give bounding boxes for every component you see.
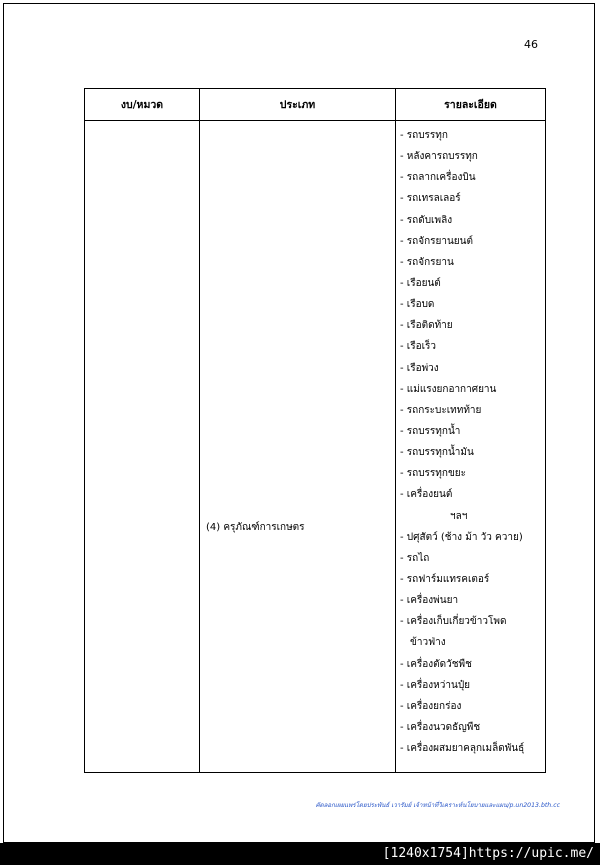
page-number: 46 <box>524 38 538 51</box>
watermark-text: [1240x1754]https://upic.me/ <box>382 846 594 861</box>
list-item: - เครื่องหว่านปุ๋ย <box>400 679 471 691</box>
list-item: - เรือพ่วง <box>400 362 439 374</box>
list-item: - เครื่องยกร่อง <box>400 700 462 712</box>
list-item: - รถบรรทุกน้ำมัน <box>400 447 474 459</box>
list-item: - รถไถ <box>400 552 430 564</box>
list-item: - รถลากเครื่องบิน <box>400 172 476 184</box>
footer-credit: คัดลอกเผยแพร่โดยประพันธ์ เวารัมย์ เจ้าหน้าที่วิเคราะห์นโยบายและแผน/p.un2013.bth.cc <box>315 802 560 809</box>
list-item: - แม่แรงยกอากาศยาน <box>400 383 497 395</box>
list-item: - รถกระบะเททท้าย <box>400 404 482 416</box>
header-details: รายละเอียด <box>396 89 546 121</box>
budget-category-cell <box>85 121 200 773</box>
list-item: - ปศุสัตว์ (ช้าง ม้า วัว ควาย) <box>400 531 523 543</box>
header-budget-category: งบ/หมวด <box>85 89 200 121</box>
list-item: - หลังคารถบรรทุก <box>400 151 478 163</box>
list-item: - รถดับเพลิง <box>400 214 453 226</box>
list-item: - เครื่องพ่นยา <box>400 595 459 607</box>
list-item: - เรือยนต์ <box>400 277 441 289</box>
list-item: - เครื่องยนต์ <box>400 489 453 501</box>
etc-marker: ฯลฯ <box>450 510 468 522</box>
list-item: - รถจักรยานยนต์ <box>400 235 473 247</box>
list-item: - รถบรรทุก <box>400 130 448 141</box>
header-type: ประเภท <box>200 89 396 121</box>
list-item: - เครื่องตัดวัชพืช <box>400 658 472 670</box>
list-item: - รถบรรทุกขยะ <box>400 468 467 480</box>
budget-category-table <box>84 88 546 773</box>
list-item: - เครื่องนวดธัญพืช <box>400 721 481 733</box>
watermark-bar <box>0 843 600 865</box>
table-header-row <box>85 89 546 121</box>
list-item: - เครื่องผสมยาคลุกเมล็ดพันธุ์ <box>400 743 525 755</box>
type-cell <box>200 121 396 773</box>
details-list <box>396 121 545 759</box>
list-item: - รถฟาร์มแทรคเตอร์ <box>400 573 490 585</box>
list-item: - รถบรรทุกน้ำ <box>400 425 461 437</box>
list-item: - รถเทรลเลอร์ <box>400 193 461 205</box>
table-row <box>85 121 546 773</box>
list-item-continuation: ข้าวฟ่าง <box>410 637 446 649</box>
list-item: - เรือเร็ว <box>400 341 436 353</box>
list-item: - เรือบด <box>400 299 435 311</box>
list-item: - รถจักรยาน <box>400 256 454 268</box>
category-label: (4) ครุภัณฑ์การเกษตร <box>206 522 305 533</box>
details-cell <box>396 121 546 773</box>
list-item: - เรือติดท้าย <box>400 320 453 332</box>
list-item: - เครื่องเก็บเกี่ยวข้าวโพด <box>400 616 507 628</box>
